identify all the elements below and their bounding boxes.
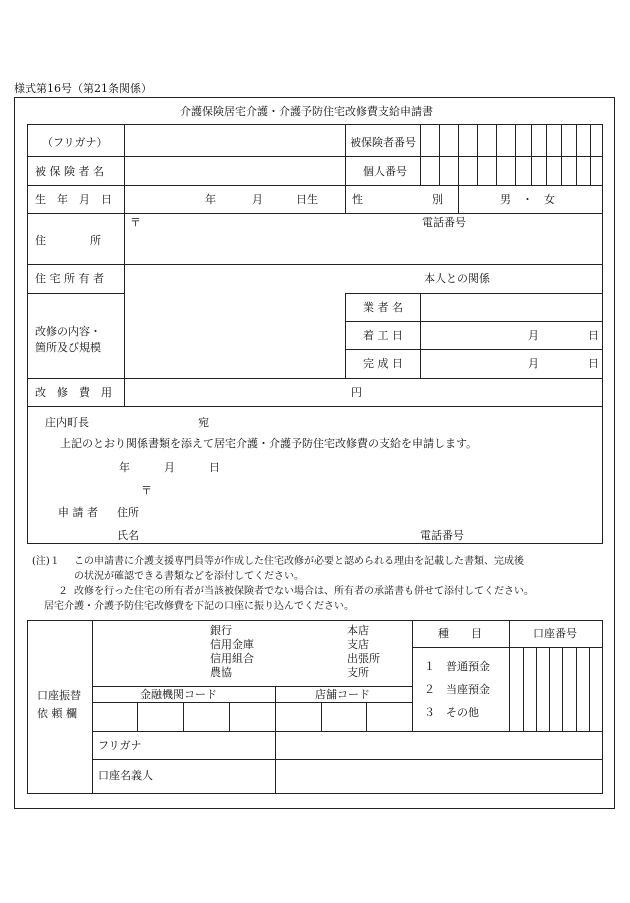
applicant-phone-label: 電話番号 — [420, 529, 464, 542]
addressee-suffix: 宛 — [198, 416, 209, 429]
renovation-label: 改修の内容・ 箇所及び規模 — [35, 325, 101, 354]
account-number-header: 口座番号 — [533, 627, 577, 640]
branch-main[interactable]: 本店 — [347, 624, 369, 637]
cost-yen: 円 — [351, 386, 362, 399]
main-table — [27, 124, 603, 544]
applicant-address-label: 住所 — [117, 506, 139, 519]
contractor-label: 業 者 名 — [363, 301, 403, 314]
type-current[interactable]: ２ 当座預金 — [424, 683, 490, 696]
sex-label: 性 — [352, 193, 363, 206]
institution-nokyo[interactable]: 農協 — [210, 666, 232, 679]
note2-label: ２ — [58, 586, 68, 597]
applicant-label: 申 請 者 — [58, 506, 98, 519]
addressee: 庄内町長 — [45, 416, 89, 429]
type-header: 種 目 — [438, 627, 482, 640]
completion-day: 日 — [588, 357, 599, 370]
institution-shinkumi[interactable]: 信用組合 — [210, 652, 254, 665]
institution-bank[interactable]: 銀行 — [210, 624, 232, 637]
sex-options[interactable]: 男 ・ 女 — [500, 193, 555, 206]
sex-label-suffix: 別 — [432, 193, 443, 206]
birth-year: 年 — [205, 193, 216, 206]
birth-day: 日生 — [296, 193, 318, 206]
app-month: 月 — [164, 461, 175, 474]
start-date-label: 着 工 日 — [363, 329, 403, 342]
type-ordinary[interactable]: １ 普通預金 — [424, 660, 490, 673]
branch-code-label: 店舗コード — [315, 688, 370, 701]
type-other[interactable]: ３ その他 — [424, 706, 479, 719]
start-day: 日 — [588, 329, 599, 342]
cost-label: 改 修 費 用 — [35, 386, 112, 399]
form-title: 介護保険居宅介護・介護予防住宅改修費支給申請書 — [180, 105, 433, 118]
branch-sub[interactable]: 支所 — [347, 666, 369, 679]
applicant-name-label: 氏名 — [117, 529, 139, 542]
phone-label: 電話番号 — [422, 216, 466, 229]
owner-label: 住 宅 所 有 者 — [35, 272, 104, 285]
completion-month: 月 — [528, 357, 539, 370]
transfer-text: 居宅介護・介護予防住宅改修費を下記の口座に振り込んでください。 — [44, 601, 354, 612]
bank-furigana-label: フリガナ — [98, 739, 142, 752]
branch-office[interactable]: 出張所 — [347, 652, 380, 665]
bank-section-label-2: 依 頼 欄 — [37, 707, 77, 720]
app-day: 日 — [209, 461, 220, 474]
statement: 上記のとおり関係書類を添えて居宅介護・介護予防住宅改修費の支給を申請します。 — [60, 437, 478, 450]
insured-number-label: 被保険者番号 — [350, 136, 416, 149]
account-holder-label: 口座名義人 — [98, 769, 153, 782]
note1-label: (注)１ — [32, 556, 60, 567]
birth-month: 月 — [252, 193, 263, 206]
postal-mark: 〒 — [130, 216, 141, 229]
note1-line1: この申請書に介護支援専門員等が作成した住宅改修が必要と認められる理由を記載した書類、完成後 — [74, 556, 524, 567]
app-year: 年 — [119, 461, 130, 474]
relation-label: 本人との関係 — [424, 272, 490, 285]
address-label: 住 所 — [35, 234, 101, 247]
furigana-label: （フリガナ） — [42, 136, 108, 149]
note2: 改修を行った住宅の所有者が当該被保険者でない場合は、所有者の承諾書も併せて添付してください。 — [74, 586, 534, 597]
birth-label: 生 年 月 日 — [35, 193, 112, 206]
insured-name-label: 被 保 険 者 名 — [35, 165, 104, 178]
institution-code-label: 金融機関コード — [140, 688, 217, 701]
note1-line2: の状況が確認できる書類などを添付してください。 — [74, 571, 304, 582]
bank-section-label-1: 口座振替 — [37, 689, 81, 702]
branch-branch[interactable]: 支店 — [347, 638, 369, 651]
form-number: 様式第16号（第21条関係） — [14, 82, 152, 95]
start-month: 月 — [528, 329, 539, 342]
institution-shinkin[interactable]: 信用金庫 — [210, 638, 254, 651]
app-postal: 〒 — [141, 484, 152, 497]
my-number-label: 個人番号 — [363, 165, 407, 178]
completion-date-label: 完 成 日 — [363, 357, 403, 370]
